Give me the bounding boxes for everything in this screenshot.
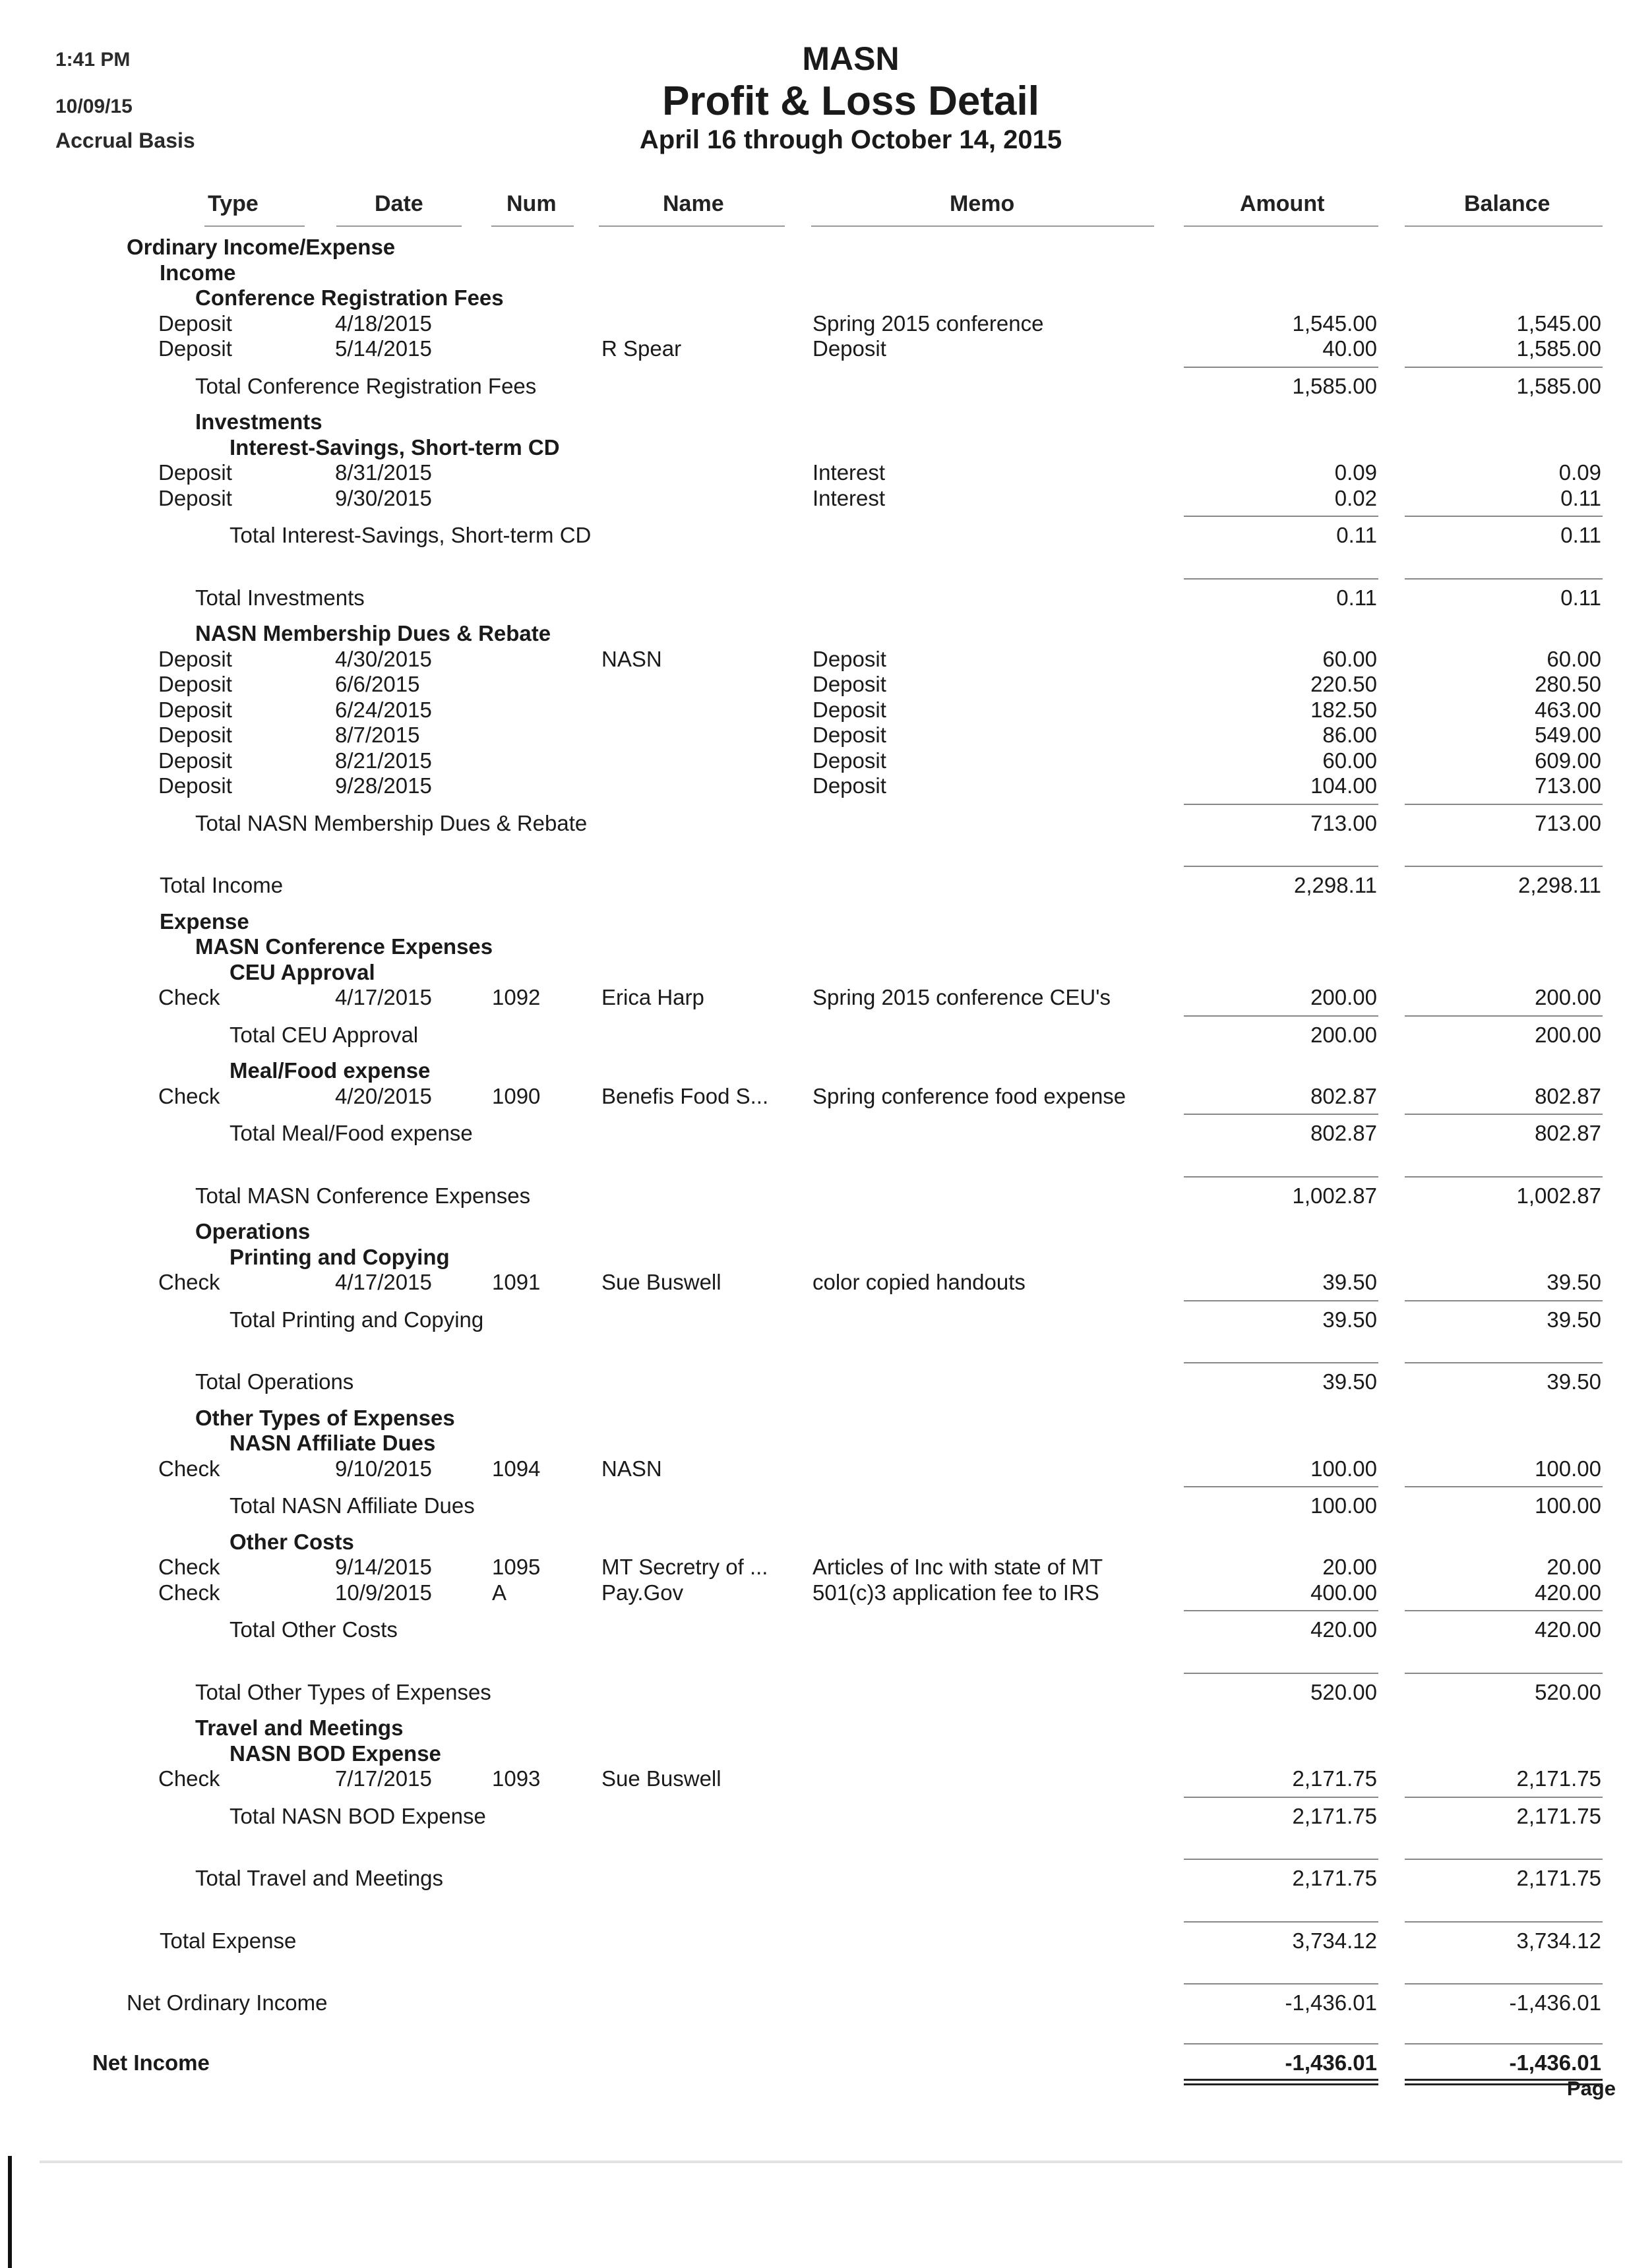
cell-date: 10/9/2015 [335, 1580, 432, 1605]
total-label: Total CEU Approval [230, 1022, 419, 1047]
total-balance: 0.11 [1560, 523, 1601, 547]
cell-balance: 1,585.00 [1516, 336, 1601, 361]
subtotal-rule [1405, 2043, 1603, 2044]
transaction-row [0, 1766, 1625, 1792]
transaction-row [0, 722, 1625, 748]
section-header-row [0, 409, 1625, 435]
section-label: Operations [195, 1219, 311, 1243]
section-label: Expense [160, 909, 249, 934]
cell-date: 4/20/2015 [335, 1083, 432, 1108]
cell-date: 8/21/2015 [335, 748, 432, 773]
transaction-row [0, 646, 1625, 672]
cell-amount: 220.50 [1310, 672, 1377, 696]
subtotal-rule [1184, 1797, 1378, 1798]
cell-date: 9/30/2015 [335, 485, 432, 510]
total-row [0, 1803, 1625, 1830]
cell-num: 1091 [492, 1270, 541, 1294]
subtotal-rule [1405, 1176, 1603, 1178]
cell-amount: 182.50 [1310, 697, 1377, 722]
cell-type: Check [158, 1270, 220, 1294]
cell-type: Deposit [158, 485, 232, 510]
report-date: 10/09/15 [55, 96, 133, 117]
total-amount: 3,734.12 [1292, 1928, 1377, 1953]
total-row [0, 1493, 1625, 1519]
total-balance: 1,002.87 [1516, 1183, 1601, 1208]
cell-memo: Spring 2015 conference [812, 311, 1044, 336]
section-label: MASN Conference Expenses [195, 934, 493, 959]
total-row [0, 810, 1625, 837]
cell-amount: 60.00 [1322, 646, 1377, 671]
cell-amount: 400.00 [1310, 1580, 1377, 1605]
report-basis: Accrual Basis [55, 129, 195, 152]
report-title: Profit & Loss Detail [662, 78, 1039, 124]
cell-date: 8/7/2015 [335, 723, 420, 747]
total-label: Net Income [92, 2050, 210, 2075]
total-label: Total Other Types of Expenses [195, 1679, 491, 1704]
cell-balance: 60.00 [1547, 646, 1601, 671]
total-row [0, 373, 1625, 400]
total-balance: 100.00 [1535, 1493, 1601, 1518]
subtotal-rule [1184, 1673, 1378, 1674]
cell-num: 1090 [492, 1083, 541, 1108]
total-balance: 802.87 [1535, 1121, 1601, 1145]
total-label: Total Conference Registration Fees [195, 373, 537, 398]
cell-amount: 200.00 [1310, 985, 1377, 1009]
cell-type: Check [158, 1766, 220, 1791]
subtotal-rule [1184, 2043, 1378, 2044]
subtotal-rule [1184, 1983, 1378, 1984]
section-header-row [0, 1529, 1625, 1555]
cell-memo: Interest [812, 460, 886, 485]
transaction-row [0, 1083, 1625, 1110]
subtotal-rule [1405, 1015, 1603, 1017]
total-row [0, 1183, 1625, 1209]
subtotal-rule [1184, 1114, 1378, 1115]
page-label: Page [1566, 2077, 1616, 2100]
cell-type: Deposit [158, 672, 232, 696]
total-label: Total Interest-Savings, Short-term CD [230, 523, 592, 547]
cell-type: Check [158, 1555, 220, 1579]
section-header-row [0, 434, 1625, 461]
section-header-row [0, 260, 1625, 286]
cell-memo: color copied handouts [812, 1270, 1026, 1294]
section-label: Income [160, 260, 236, 285]
total-balance: -1,436.01 [1509, 1990, 1601, 2015]
total-label: Total NASN Affiliate Dues [230, 1493, 475, 1518]
section-header-row [0, 1244, 1625, 1270]
cell-type: Deposit [158, 336, 232, 361]
cell-balance: 0.11 [1560, 485, 1601, 510]
cell-type: Check [158, 1580, 220, 1605]
total-balance: -1,436.01 [1509, 2050, 1601, 2075]
total-balance: 200.00 [1535, 1022, 1601, 1047]
cell-date: 4/17/2015 [335, 985, 432, 1009]
subtotal-rule [1184, 1300, 1378, 1301]
total-label: Net Ordinary Income [127, 1990, 328, 2015]
cell-date: 8/31/2015 [335, 460, 432, 485]
subtotal-rule [1405, 516, 1603, 517]
cell-memo: Deposit [812, 336, 886, 361]
total-amount: -1,436.01 [1285, 1990, 1377, 2015]
subtotal-rule [1184, 1362, 1378, 1363]
transaction-row [0, 1456, 1625, 1482]
cell-date: 6/24/2015 [335, 697, 432, 722]
cell-amount: 86.00 [1322, 723, 1377, 747]
cell-memo: Deposit [812, 646, 886, 671]
cell-num: 1094 [492, 1456, 541, 1481]
section-label: NASN Membership Dues & Rebate [195, 621, 551, 645]
section-label: Printing and Copying [230, 1244, 450, 1269]
total-row [0, 1865, 1625, 1892]
subtotal-rule [1405, 804, 1603, 805]
total-amount: 802.87 [1310, 1121, 1377, 1145]
total-amount: 100.00 [1310, 1493, 1377, 1518]
cell-date: 9/28/2015 [335, 773, 432, 798]
section-label: Meal/Food expense [230, 1058, 431, 1083]
section-header-row [0, 909, 1625, 935]
subtotal-rule [1184, 1921, 1378, 1923]
cell-balance: 2,171.75 [1516, 1766, 1601, 1791]
cell-type: Deposit [158, 723, 232, 747]
subtotal-rule [1405, 367, 1603, 368]
total-row [0, 872, 1625, 899]
cell-date: 6/6/2015 [335, 672, 420, 696]
total-amount: 2,298.11 [1293, 873, 1377, 897]
cell-num: 1093 [492, 1766, 541, 1791]
cell-amount: 39.50 [1322, 1270, 1377, 1294]
cell-memo: Deposit [812, 672, 886, 696]
cell-num: 1092 [492, 985, 541, 1009]
col-header-balance: Balance [1464, 191, 1550, 216]
subtotal-rule [1184, 804, 1378, 805]
total-amount: 200.00 [1310, 1022, 1377, 1047]
total-balance: 3,734.12 [1516, 1928, 1601, 1953]
transaction-row [0, 460, 1625, 486]
subtotal-rule [1184, 367, 1378, 368]
cell-balance: 0.09 [1558, 460, 1601, 485]
cell-type: Deposit [158, 773, 232, 798]
transaction-row [0, 748, 1625, 774]
cell-amount: 60.00 [1322, 748, 1377, 773]
report-period: April 16 through October 14, 2015 [639, 125, 1062, 154]
cell-type: Deposit [158, 311, 232, 336]
section-label: NASN Affiliate Dues [230, 1431, 436, 1455]
total-balance: 713.00 [1535, 810, 1601, 835]
subtotal-rule [1405, 1797, 1603, 1798]
cell-date: 5/14/2015 [335, 336, 432, 361]
transaction-row [0, 984, 1625, 1011]
cell-memo: 501(c)3 application fee to IRS [812, 1580, 1099, 1605]
total-balance: 2,298.11 [1518, 873, 1601, 897]
cell-num: A [492, 1580, 507, 1605]
total-balance: 420.00 [1535, 1617, 1601, 1642]
col-header-num: Num [506, 191, 557, 216]
cell-type: Deposit [158, 748, 232, 773]
cell-type: Deposit [158, 646, 232, 671]
grand-total-double-rule [1184, 2079, 1378, 2085]
cell-amount: 100.00 [1310, 1456, 1377, 1481]
subtotal-rule [1184, 1610, 1378, 1611]
subtotal-rule [1405, 1673, 1603, 1674]
section-label: Investments [195, 409, 322, 434]
transaction-row [0, 697, 1625, 723]
section-label: Other Costs [230, 1529, 354, 1554]
total-amount: 1,585.00 [1292, 373, 1377, 398]
cell-balance: 20.00 [1547, 1555, 1601, 1579]
cell-name: Sue Buswell [601, 1270, 721, 1294]
cell-date: 4/18/2015 [335, 311, 432, 336]
cell-balance: 100.00 [1535, 1456, 1601, 1481]
section-header-row [0, 959, 1625, 986]
cell-balance: 39.50 [1547, 1270, 1601, 1294]
section-header-row [0, 1405, 1625, 1431]
subtotal-rule [1184, 1859, 1378, 1860]
cell-date: 9/14/2015 [335, 1555, 432, 1579]
cell-type: Deposit [158, 697, 232, 722]
subtotal-rule [1405, 1114, 1603, 1115]
total-row [0, 1679, 1625, 1706]
cell-name: NASN [601, 646, 662, 671]
total-balance: 39.50 [1547, 1307, 1601, 1332]
cell-amount: 0.09 [1334, 460, 1377, 485]
transaction-row [0, 336, 1625, 362]
total-label: Total MASN Conference Expenses [195, 1183, 531, 1208]
subtotal-rule [1184, 866, 1378, 867]
total-row [0, 1617, 1625, 1643]
subtotal-rule [1184, 516, 1378, 517]
col-header-memo: Memo [950, 191, 1015, 216]
section-header-row [0, 1741, 1625, 1767]
cell-memo: Deposit [812, 723, 886, 747]
transaction-row [0, 671, 1625, 698]
total-label: Total NASN Membership Dues & Rebate [195, 810, 588, 835]
subtotal-rule [1405, 578, 1603, 580]
cell-type: Deposit [158, 460, 232, 485]
cell-date: 4/17/2015 [335, 1270, 432, 1294]
cell-name: NASN [601, 1456, 662, 1481]
total-row [0, 1120, 1625, 1147]
total-balance: 39.50 [1547, 1369, 1601, 1394]
net-income-row [0, 2050, 1625, 2076]
cell-balance: 200.00 [1535, 985, 1601, 1009]
cell-type: Check [158, 1083, 220, 1108]
total-amount: 2,171.75 [1292, 1866, 1377, 1890]
total-balance: 1,585.00 [1516, 373, 1601, 398]
cell-name: Sue Buswell [601, 1766, 721, 1791]
cell-balance: 713.00 [1535, 773, 1601, 798]
total-amount: 0.11 [1336, 523, 1377, 547]
cell-balance: 1,545.00 [1516, 311, 1601, 336]
total-label: Total Other Costs [230, 1617, 398, 1642]
section-label: Ordinary Income/Expense [127, 235, 396, 259]
cell-balance: 280.50 [1535, 672, 1601, 696]
total-amount: 2,171.75 [1292, 1803, 1377, 1828]
total-label: Total NASN BOD Expense [230, 1803, 486, 1828]
section-label: Interest-Savings, Short-term CD [230, 434, 560, 460]
total-amount: 520.00 [1310, 1679, 1377, 1704]
transaction-row [0, 1269, 1625, 1296]
total-row [0, 522, 1625, 549]
total-amount: -1,436.01 [1285, 2050, 1377, 2075]
section-label: CEU Approval [230, 959, 375, 984]
cell-memo: Deposit [812, 773, 886, 798]
total-row [0, 1022, 1625, 1048]
transaction-row [0, 773, 1625, 799]
cell-amount: 20.00 [1322, 1555, 1377, 1579]
col-header-amount: Amount [1240, 191, 1325, 216]
cell-amount: 1,545.00 [1292, 311, 1377, 336]
section-header-row [0, 1058, 1625, 1084]
subtotal-rule [1405, 866, 1603, 867]
col-header-type: Type [208, 191, 259, 216]
total-balance: 0.11 [1560, 585, 1601, 610]
total-label: Total Expense [160, 1928, 297, 1953]
cell-name: Pay.Gov [601, 1580, 684, 1605]
total-row [0, 585, 1625, 611]
scan-edge-mark [8, 2156, 12, 2268]
cell-amount: 0.02 [1334, 485, 1377, 510]
total-balance: 2,171.75 [1516, 1866, 1601, 1890]
total-label: Total Income [160, 873, 284, 897]
total-amount: 1,002.87 [1292, 1183, 1377, 1208]
cell-memo: Spring 2015 conference CEU's [812, 985, 1111, 1009]
subtotal-rule [1405, 1362, 1603, 1363]
total-label: Total Travel and Meetings [195, 1866, 444, 1890]
total-row [0, 1928, 1625, 1954]
section-header-row [0, 620, 1625, 647]
section-label: Conference Registration Fees [195, 285, 504, 310]
subtotal-rule [1184, 1176, 1378, 1178]
subtotal-rule [1184, 578, 1378, 580]
col-header-name: Name [663, 191, 724, 216]
cell-balance: 549.00 [1535, 723, 1601, 747]
section-header-row [0, 285, 1625, 311]
cell-name: MT Secretry of ... [601, 1555, 768, 1579]
total-row [0, 1990, 1625, 2016]
subtotal-rule [1184, 1015, 1378, 1017]
subtotal-rule [1405, 1610, 1603, 1611]
transaction-row [0, 485, 1625, 512]
transaction-row [0, 1554, 1625, 1580]
total-balance: 520.00 [1535, 1679, 1601, 1704]
section-header-row [0, 934, 1625, 960]
cell-type: Check [158, 985, 220, 1009]
total-amount: 39.50 [1322, 1369, 1377, 1394]
cell-date: 4/30/2015 [335, 646, 432, 671]
subtotal-rule [1405, 1921, 1603, 1923]
total-row [0, 1307, 1625, 1333]
cell-memo: Interest [812, 485, 886, 510]
section-label: Travel and Meetings [195, 1716, 404, 1740]
total-label: Total Meal/Food expense [230, 1121, 473, 1145]
cell-num: 1095 [492, 1555, 541, 1579]
subtotal-rule [1405, 1859, 1603, 1860]
subtotal-rule [1405, 1486, 1603, 1487]
total-label: Total Operations [195, 1369, 354, 1394]
total-balance: 2,171.75 [1516, 1803, 1601, 1828]
cell-date: 7/17/2015 [335, 1766, 432, 1791]
cell-type: Check [158, 1456, 220, 1481]
cell-balance: 420.00 [1535, 1580, 1601, 1605]
cell-name: Erica Harp [601, 985, 704, 1009]
scan-rule [40, 2161, 1622, 2163]
subtotal-rule [1184, 1486, 1378, 1487]
total-amount: 420.00 [1310, 1617, 1377, 1642]
cell-amount: 802.87 [1310, 1083, 1377, 1108]
report-time: 1:41 PM [55, 49, 131, 71]
total-row [0, 1369, 1625, 1395]
cell-balance: 609.00 [1535, 748, 1601, 773]
cell-amount: 40.00 [1322, 336, 1377, 361]
subtotal-rule [1405, 1300, 1603, 1301]
cell-name: Benefis Food S... [601, 1083, 769, 1108]
total-amount: 0.11 [1336, 585, 1377, 610]
section-header-row [0, 234, 1625, 260]
transaction-row [0, 1580, 1625, 1606]
col-header-date: Date [375, 191, 423, 216]
section-label: Other Types of Expenses [195, 1405, 455, 1430]
total-label: Total Printing and Copying [230, 1307, 484, 1332]
cell-amount: 104.00 [1310, 773, 1377, 798]
cell-memo: Spring conference food expense [812, 1083, 1126, 1108]
cell-amount: 2,171.75 [1292, 1766, 1377, 1791]
cell-balance: 802.87 [1535, 1083, 1601, 1108]
section-header-row [0, 1715, 1625, 1741]
cell-memo: Deposit [812, 697, 886, 722]
cell-name: R Spear [601, 336, 682, 361]
transaction-row [0, 311, 1625, 337]
section-label: NASN BOD Expense [230, 1741, 441, 1766]
section-header-row [0, 1218, 1625, 1245]
cell-balance: 463.00 [1535, 697, 1601, 722]
cell-memo: Deposit [812, 748, 886, 773]
cell-date: 9/10/2015 [335, 1456, 432, 1481]
company-name: MASN [802, 40, 900, 77]
total-amount: 713.00 [1310, 810, 1377, 835]
total-label: Total Investments [195, 585, 365, 610]
cell-memo: Articles of Inc with state of MT [812, 1555, 1103, 1579]
subtotal-rule [1405, 1983, 1603, 1984]
section-header-row [0, 1430, 1625, 1456]
total-amount: 39.50 [1322, 1307, 1377, 1332]
